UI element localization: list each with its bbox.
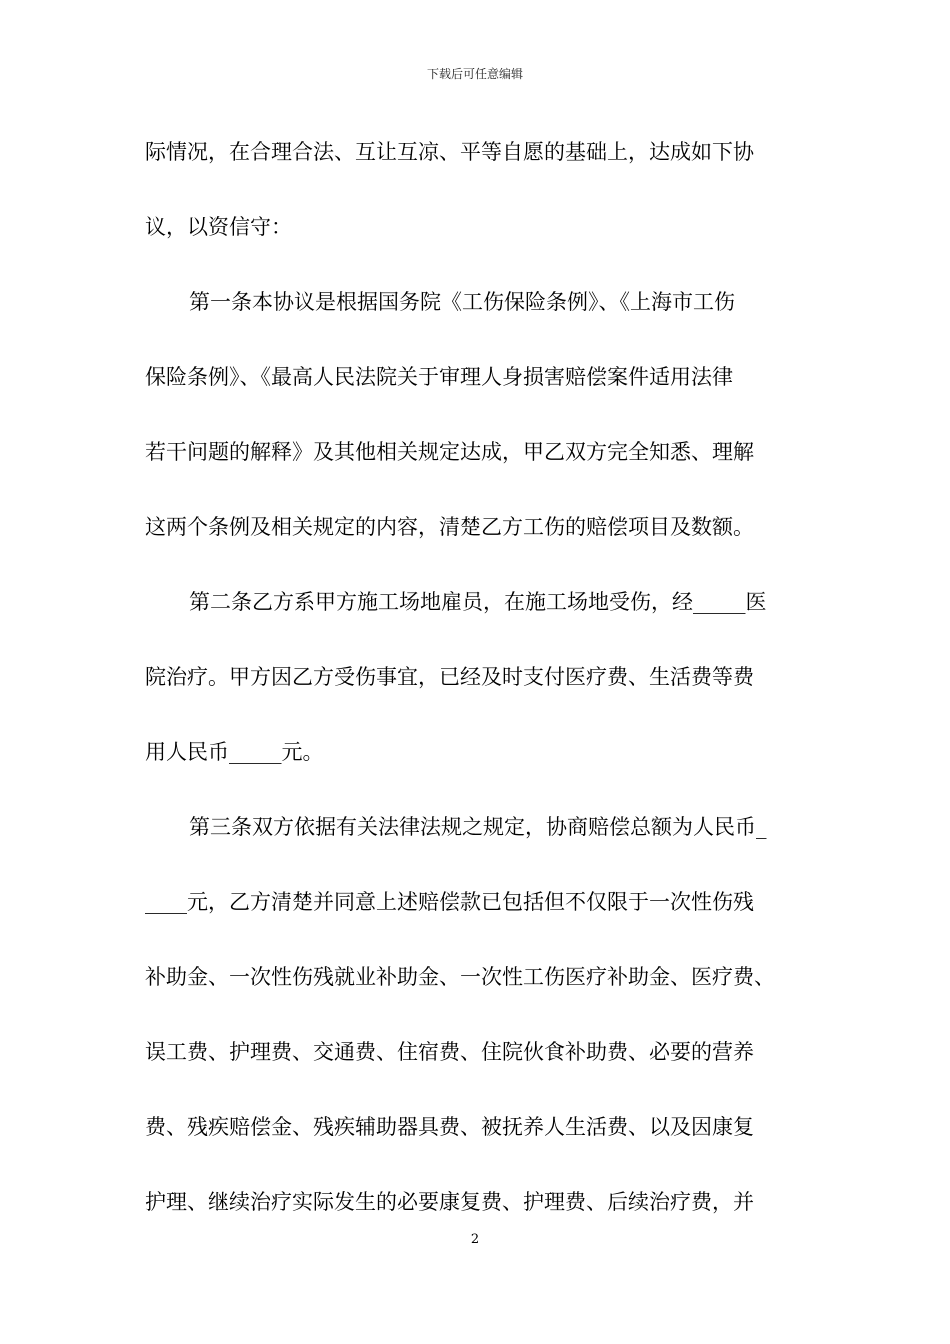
body-line: 院治疗。甲方因乙方受伤事宜，已经及时支付医疗费、生活费等费	[145, 665, 754, 689]
body-line: 这两个条例及相关规定的内容，清楚乙方工伤的赔偿项目及数额。	[145, 515, 754, 539]
document-body	[145, 130, 825, 1255]
body-line: 误工费、护理费、交通费、住宿费、住院伙食补助费、必要的营养	[145, 1040, 754, 1064]
body-line: 护理、继续治疗实际发生的必要康复费、护理费、后续治疗费，并	[145, 1190, 754, 1214]
article-3-line: 第三条双方依据有关法律法规之规定，协商赔偿总额为人民币_	[189, 815, 767, 839]
body-line: 际情况，在合理合法、互让互凉、平等自愿的基础上，达成如下协	[145, 140, 754, 164]
body-line: 用人民币_____元。	[145, 740, 324, 764]
page-number: 2	[470, 1232, 480, 1247]
body-line: 保险条例》、《最高人民法院关于审理人身损害赔偿案件适用法律	[145, 365, 733, 389]
body-line: 费、残疾赔偿金、残疾辅助器具费、被抚养人生活费、以及因康复	[145, 1115, 754, 1139]
body-line: ____元，乙方清楚并同意上述赔偿款已包括但不仅限于一次性伤残	[145, 890, 754, 914]
article-1-line: 第一条本协议是根据国务院《工伤保险条例》、《上海市工伤	[189, 290, 735, 314]
body-line: 议，以资信守：	[145, 215, 292, 239]
article-2-line: 第二条乙方系甲方施工场地雇员，在施工场地受伤，经_____医	[189, 590, 767, 614]
body-line: 补助金、一次性伤残就业补助金、一次性工伤医疗补助金、医疗费、	[145, 965, 775, 989]
body-line: 若干问题的解释》及其他相关规定达成，甲乙双方完全知悉、理解	[145, 440, 754, 464]
page-header-note: 下载后可任意编辑	[426, 67, 523, 81]
